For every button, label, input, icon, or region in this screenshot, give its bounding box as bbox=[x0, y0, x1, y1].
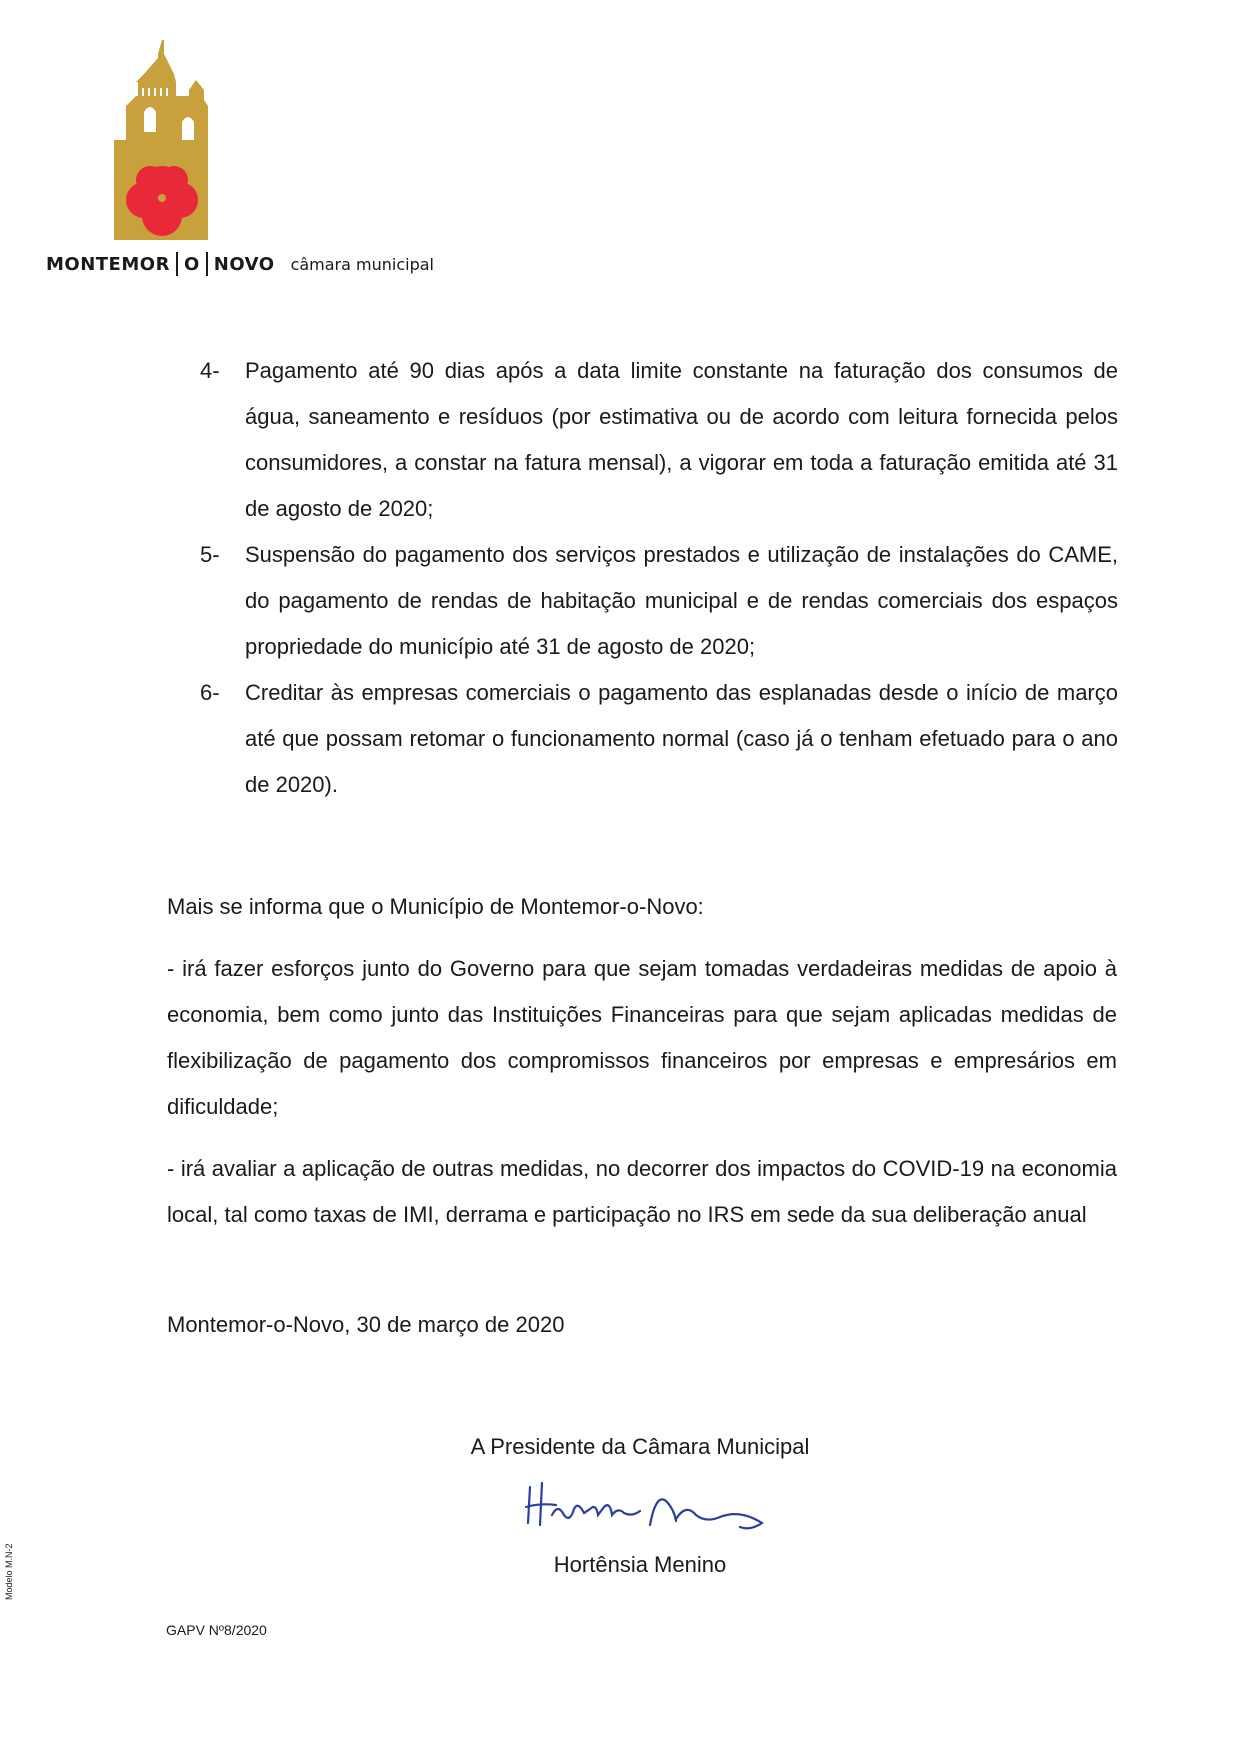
list-item bbox=[200, 670, 1120, 808]
brand-novo: NOVO bbox=[213, 253, 275, 275]
intro-paragraph: Mais se informa que o Município de Montemor-o-Novo: bbox=[167, 894, 704, 919]
brand-o: O bbox=[183, 253, 200, 275]
brand-subtitle: câmara municipal bbox=[290, 254, 434, 274]
item-number: 5- bbox=[200, 542, 220, 567]
list-item bbox=[200, 348, 1120, 532]
brand-wordmark bbox=[46, 252, 434, 276]
measure-paragraph-2: - irá avaliar a aplicação de outras medidas, no decorrer dos impactos do COVID-19 na economia local, tal como taxas de IMI, derrama e participação no IRS em sede da sua deliberação anual bbox=[167, 1156, 1117, 1227]
measures-list bbox=[200, 348, 1120, 808]
item-text: Pagamento até 90 dias após a data limite constante na faturação dos consumos de água, saneamento e resíduos (por estimativa ou de acordo com leitura fornecida pelos consumidores, a constar na fatura mensal), a vigorar em toda a faturação emitida até 31 de agosto de 2020; bbox=[245, 358, 1118, 521]
item-number: 6- bbox=[200, 680, 220, 705]
signatory-name: Hortênsia Menino bbox=[553, 1552, 727, 1577]
brand-montemor: MONTEMOR bbox=[46, 253, 170, 275]
municipality-logo bbox=[114, 40, 224, 240]
list-item bbox=[200, 532, 1120, 670]
item-number: 4- bbox=[200, 358, 220, 383]
signature-block bbox=[440, 1427, 840, 1585]
item-text: Creditar às empresas comerciais o pagamento das esplanadas desde o início de março até que possam retomar o funcionamento normal (caso já o tenham efetuado para o ano de 2020). bbox=[245, 680, 1118, 797]
signature-title: A Presidente da Câmara Municipal bbox=[470, 1434, 810, 1459]
model-reference: Modelo M.N-2 bbox=[4, 1543, 14, 1600]
document-reference: GAPV Nº8/2020 bbox=[166, 1622, 267, 1638]
handwritten-signature bbox=[500, 1473, 780, 1543]
date-line: Montemor-o-Novo, 30 de março de 2020 bbox=[167, 1312, 565, 1337]
measure-paragraph-1: - irá fazer esforços junto do Governo para que sejam tomadas verdadeiras medidas de apoio à economia, bem como junto das Instituições Financeiras para que sejam aplicadas medidas de flexibilização de pagamento dos compromissos financeiros por empresas e empresários em dificuldade; bbox=[167, 956, 1117, 1119]
brand-separator bbox=[176, 252, 178, 276]
brand-separator bbox=[206, 252, 208, 276]
item-text: Suspensão do pagamento dos serviços prestados e utilização de instalações do CAME, do pagamento de rendas de habitação municipal e de rendas comerciais dos espaços propriedade do município até 31 de agosto de 2020; bbox=[245, 542, 1118, 659]
